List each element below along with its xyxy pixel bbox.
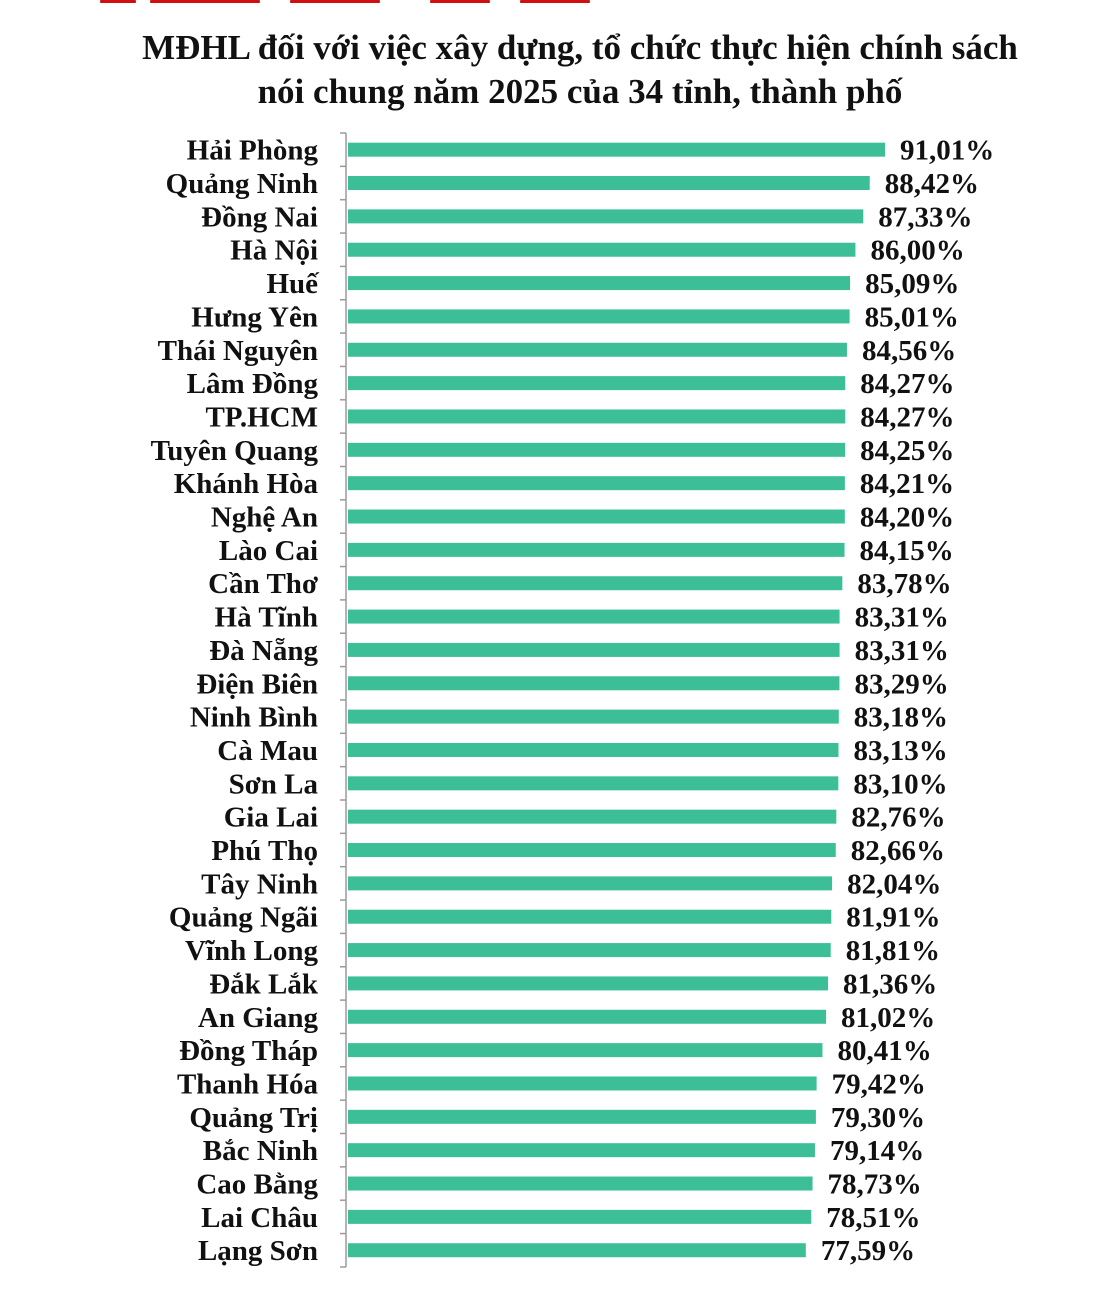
category-label: Quảng Trị [189,1101,318,1134]
bar [348,976,828,990]
value-label: 85,01% [864,301,959,334]
bar [348,1210,811,1224]
category-label: Lai Châu [201,1201,318,1234]
value-label: 79,14% [829,1135,925,1168]
bar [348,143,885,157]
value-label: 79,42% [831,1068,926,1101]
value-label: 84,15% [859,534,954,567]
value-label: 82,76% [851,801,946,834]
value-label: 86,00% [870,234,965,267]
bar [348,876,832,890]
category-label: Hà Nội [230,234,318,267]
value-label: 82,04% [847,868,942,901]
bar [348,1243,806,1257]
category-label: Đắk Lắk [209,968,318,1001]
bar [348,810,836,824]
value-label: 83,29% [854,668,949,701]
bar [348,1110,816,1124]
bar [348,910,831,924]
bar [348,1043,822,1057]
category-label: Hà Tĩnh [214,601,318,634]
bar [348,510,845,524]
value-label: 83,31% [854,634,949,667]
bar [348,576,842,590]
bar [348,276,850,290]
bar [348,476,845,490]
bar [348,1010,826,1024]
category-label: Tây Ninh [201,868,318,901]
category-label: Cao Bằng [196,1168,318,1201]
category-label: Quảng Ngãi [168,901,318,934]
value-label: 88,42% [884,168,979,201]
value-label: 83,10% [853,768,948,801]
category-label: Khánh Hòa [173,468,318,501]
category-label: Đà Nẵng [209,634,318,667]
bar [348,409,845,423]
bar [348,943,831,957]
value-label: 84,21% [859,468,955,501]
bar [348,309,850,323]
chart-title-line-2: nói chung năm 2025 của 34 tỉnh, thành phố [257,72,903,111]
value-label: 82,66% [850,835,945,868]
value-label: 83,18% [853,701,949,734]
value-label: 84,25% [860,434,955,467]
value-label: 81,02% [841,1001,936,1034]
value-label: 91,01% [900,134,995,167]
value-label: 81,91% [846,901,941,934]
bar [348,443,845,457]
category-label: Quảng Ninh [165,168,318,201]
value-label: 85,09% [865,268,960,301]
category-label: Hải Phòng [186,134,318,167]
category-label: Sơn La [228,768,318,801]
bar [348,209,863,223]
value-label: 83,13% [853,734,948,767]
category-label: Lào Cai [218,534,318,567]
value-label: 84,56% [861,334,957,367]
value-label: 83,31% [854,601,949,634]
bar [348,843,836,857]
value-label: 83,78% [857,568,952,601]
category-label: Tuyên Quang [150,434,318,467]
value-label: 77,59% [820,1235,916,1268]
category-label: Đồng Tháp [179,1035,318,1068]
value-label: 81,81% [845,935,940,968]
category-label: Bắc Ninh [202,1135,318,1168]
category-label: TP.HCM [205,401,318,434]
bar [348,710,839,724]
value-label: 81,36% [843,968,938,1001]
category-label: Lạng Sơn [197,1235,318,1268]
category-label: Huế [266,268,318,301]
value-label: 84,27% [860,368,955,401]
value-label: 78,73% [827,1168,922,1201]
value-label: 84,20% [859,501,955,534]
bar [348,743,839,757]
category-label: Phú Thọ [211,835,318,868]
category-label: Thanh Hóa [176,1068,318,1101]
category-label: Hưng Yên [191,301,318,334]
bar [348,676,839,690]
chart-title-line-1: MĐHL đối với việc xây dựng, tổ chức thực hiện chính sách [142,28,1018,67]
value-label: 80,41% [837,1035,932,1068]
bar [348,176,870,190]
bar [348,610,840,624]
bar [348,543,845,557]
category-label: Gia Lai [223,801,318,834]
category-label: Ninh Bình [189,701,318,734]
bar [348,1143,815,1157]
value-label: 87,33% [878,201,973,234]
value-label: 78,51% [826,1201,921,1234]
value-label: 79,30% [830,1101,926,1134]
bar [348,1177,813,1191]
category-label: Thái Nguyên [157,334,318,367]
bar [348,1076,817,1090]
category-label: Nghệ An [210,501,318,534]
category-label: Lâm Đồng [186,368,318,401]
category-label: Điện Biên [196,668,318,701]
value-label: 84,27% [860,401,955,434]
category-label: Vĩnh Long [185,935,318,968]
category-label: Cà Mau [217,734,318,767]
bar [348,643,840,657]
bar [348,376,845,390]
category-label: Cần Thơ [208,568,318,601]
bar [348,776,838,790]
category-label: Đồng Nai [201,201,318,234]
bar [348,343,847,357]
category-label: An Giang [197,1001,318,1034]
bar [348,243,855,257]
